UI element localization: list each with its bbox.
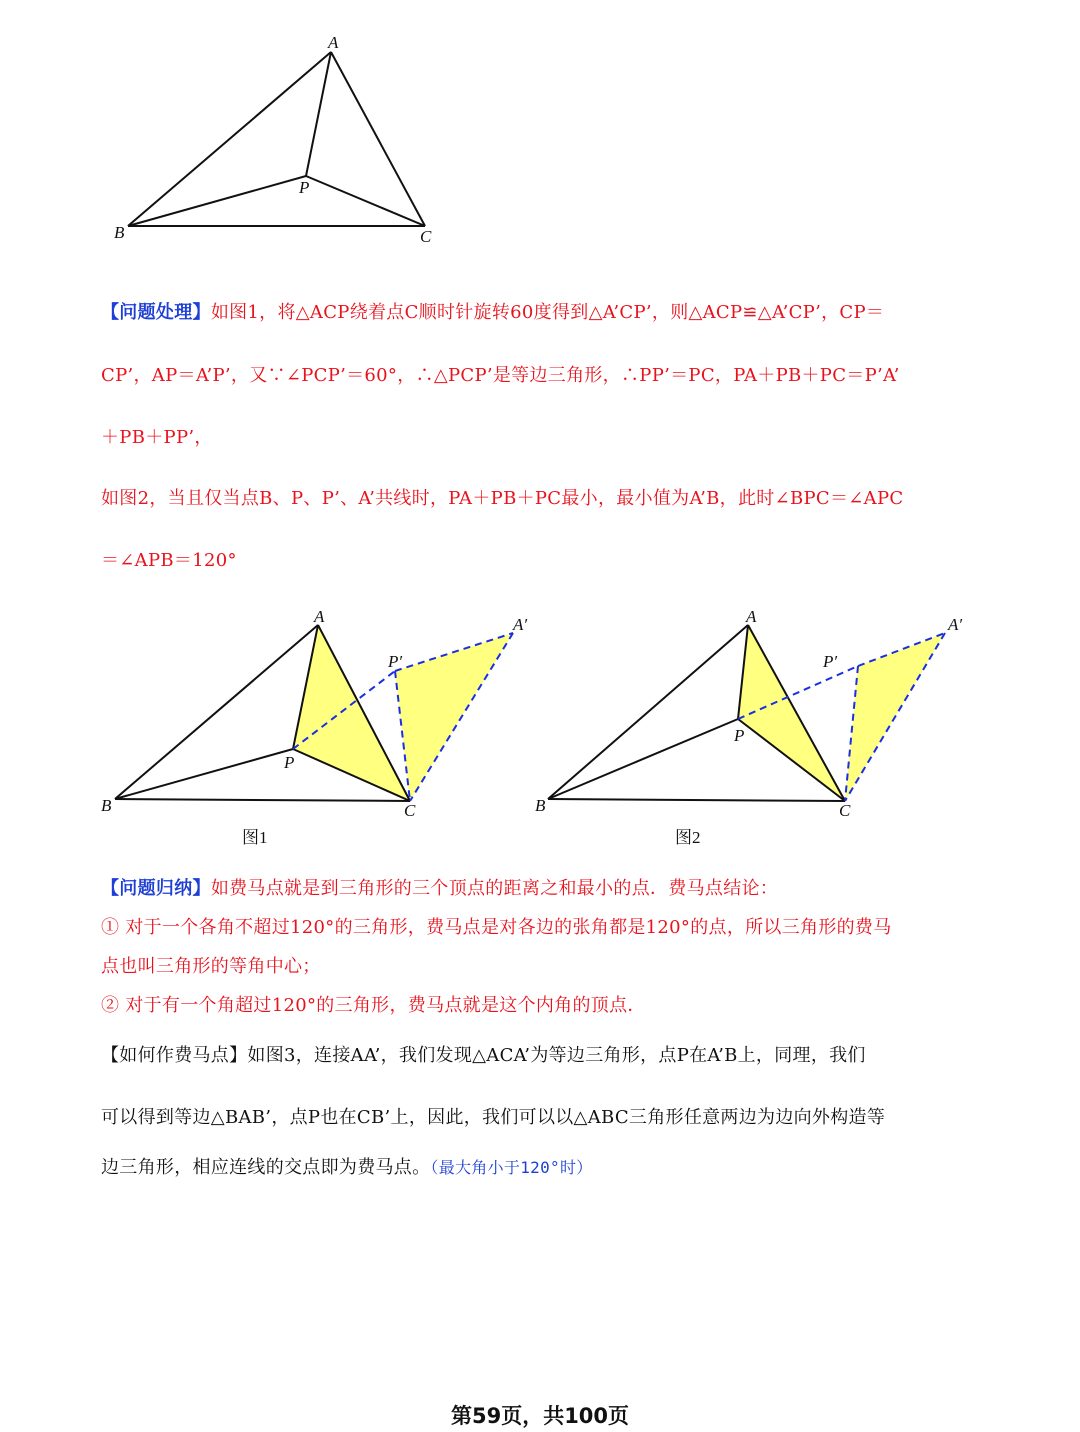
figure-2-caption: 图2: [675, 828, 701, 847]
page-number: 第59页，共100页: [450, 1404, 630, 1428]
construct-line-3: [101, 1153, 985, 1179]
handling-line-4: 如图2，当且仅当点B、P、P’、A’共线时，PA＋PB＋PC最小，最小值为A’B，此时∠BPC＝∠APC: [101, 488, 904, 509]
summary-item-1-line-1: ① 对于一个各角不超过120°的三角形，费马点是对各边的张角都是120°的点，所以三角形的费马: [101, 917, 892, 938]
construct-line-1: [101, 1041, 985, 1067]
figure-top: [100, 30, 460, 250]
label-a-prime: A′: [513, 615, 528, 634]
construct-text-3: 边三角形，相应连线的交点即为费马点。: [101, 1157, 431, 1178]
segment-ab: [548, 625, 748, 799]
label-c: C: [404, 801, 416, 820]
segment-pb: [115, 749, 293, 799]
segment-pb: [548, 719, 738, 799]
figure-1: [95, 605, 540, 855]
label-p-prime: P′: [823, 652, 838, 671]
segment-bc: [115, 799, 410, 801]
label-a: A: [314, 607, 325, 626]
label-b: B: [114, 223, 125, 242]
segment-ab: [115, 625, 318, 799]
construct-text-1: 如图3，连接AA’，我们发现△ACA’为等边三角形，点P在A’B上，同理，我们: [247, 1045, 866, 1066]
label-p: P: [284, 753, 295, 772]
label-a-prime: A′: [948, 615, 963, 634]
label-c: C: [420, 227, 432, 246]
handling-line-2: CP’，AP＝A’P’，又∵∠PCP’＝60°，∴△PCP’是等边三角形，∴PP’＝PC，PA＋PB＋PC＝P’A’: [101, 365, 900, 386]
handling-text-1: 如图1，将△ACP绕着点C顺时针旋转60度得到△A’CP’，则△ACP≌△A’CP’，CP＝: [210, 302, 885, 323]
label-b: B: [101, 796, 112, 815]
handling-line-1: [101, 298, 985, 324]
construct-line-2: 可以得到等边△BAB’，点P也在CB’上，因此，我们可以以△ABC三角形任意两边为边向外构造等: [101, 1107, 886, 1128]
construct-heading: 【如何作费马点】: [101, 1045, 248, 1066]
summary-intro-line: [101, 874, 985, 900]
summary-intro: 如费马点就是到三角形的三个顶点的距离之和最小的点．费马点结论：: [210, 878, 779, 899]
label-p: P: [299, 178, 310, 197]
shaded-triangle-apc-rotated: [395, 633, 513, 801]
label-a: A: [328, 33, 339, 52]
handling-line-3: ＋PB＋PP’，: [101, 427, 213, 448]
figure-2: [530, 605, 975, 855]
segment-ab: [128, 52, 331, 226]
summary-heading: 【问题归纳】: [101, 878, 211, 899]
segment-bc: [548, 799, 845, 801]
segment-ac: [331, 52, 425, 226]
handling-line-5: ＝∠APB＝120°: [101, 550, 237, 571]
label-c: C: [839, 801, 851, 820]
construct-note: （最大角小于120°时）: [430, 1158, 593, 1177]
handling-heading: 【问题处理】: [101, 302, 211, 323]
label-a: A: [746, 607, 757, 626]
summary-item-2: ② 对于有一个角超过120°的三角形，费马点就是这个内角的顶点．: [101, 995, 646, 1016]
label-b: B: [535, 796, 546, 815]
summary-item-1-line-2: 点也叫三角形的等角中心；: [101, 956, 321, 977]
label-p: P: [734, 726, 745, 745]
label-p-prime: P′: [388, 652, 403, 671]
figure-1-caption: 图1: [242, 828, 268, 847]
segment-pc: [306, 176, 425, 226]
segment-pb: [128, 176, 306, 226]
